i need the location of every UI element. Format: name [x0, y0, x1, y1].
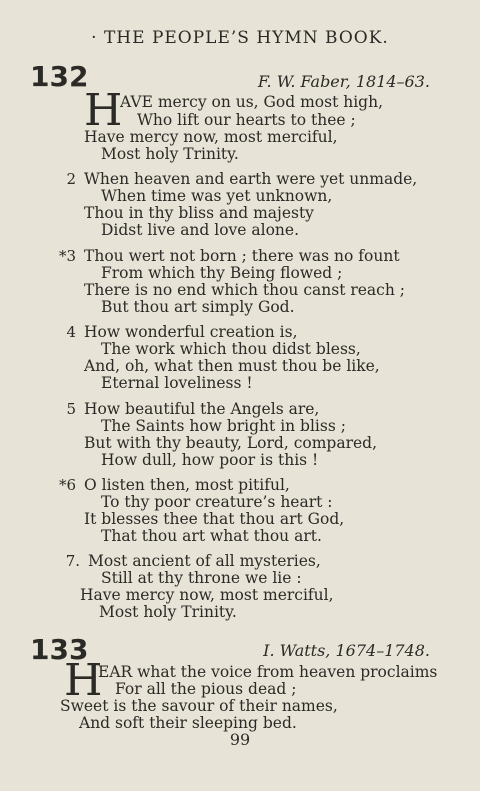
verse-number: 7. [65, 552, 80, 570]
verse-line: The Saints how bright in bliss ; [101, 417, 346, 435]
verse-line: Still at thy throne we lie : [101, 569, 302, 587]
verse-line: There is no end which thou canst reach ; [84, 281, 405, 299]
verse-number: 2 [66, 170, 76, 188]
page-number: 99 [229, 730, 251, 749]
verse-line: Sweet is the savour of their names, [60, 697, 338, 715]
verse-line: That thou art what thou art. [101, 527, 322, 545]
hymn-number: 133 [30, 633, 89, 666]
verse-line: To thy poor creature’s heart : [101, 493, 333, 511]
verse-line: For all the pious dead ; [115, 680, 297, 698]
verse-number: *3 [58, 247, 76, 265]
verse-number: 5 [66, 400, 76, 418]
verse-line: But with thy beauty, Lord, compared, [84, 434, 378, 452]
verse-line: Didst live and love alone. [101, 221, 300, 239]
verse-line: Who lift our hearts to thee ; [137, 111, 356, 129]
verse-line: Most ancient of all mysteries, [88, 552, 321, 570]
hymn-author: F. W. Faber, 1814–63. [257, 72, 430, 91]
verse-number: *6 [58, 476, 76, 494]
hymn-number: 132 [30, 60, 89, 93]
verse-line: How wonderful creation is, [84, 323, 298, 341]
verse-line: AVE mercy on us, God most high, [120, 93, 384, 111]
verse-line: Thou wert not born ; there was no fount [84, 247, 400, 265]
verse-line: Most holy Trinity. [99, 603, 237, 621]
verse-line: Thou in thy bliss and majesty [84, 204, 314, 222]
verse-line: Have mercy now, most merciful, [84, 128, 338, 146]
verse-line: And, oh, what then must thou be like, [84, 357, 380, 375]
verse-line: Have mercy now, most merciful, [80, 586, 334, 604]
verse-line: EAR what the voice from heaven proclaims [98, 663, 438, 681]
verse-line: But thou art simply God. [101, 298, 295, 316]
drop-cap: H [84, 85, 123, 136]
verse-line: It blesses thee that thou art God, [84, 510, 345, 528]
verse-line: From which thy Being flowed ; [101, 264, 343, 282]
verse-line: How beautiful the Angels are, [84, 400, 320, 418]
verse-line: How dull, how poor is this ! [101, 451, 319, 469]
verse-line: When time was yet unknown, [101, 187, 333, 205]
verse-line: When heaven and earth were yet unmade, [84, 170, 418, 188]
verse-line: Most holy Trinity. [101, 145, 239, 163]
verse-line: O listen then, most pitiful, [84, 476, 290, 494]
verse-number: 4 [66, 323, 76, 341]
verse-line: The work which thou didst bless, [101, 340, 361, 358]
hymn-author: I. Watts, 1674–1748. [263, 641, 430, 660]
verse-line: And soft their sleeping bed. [79, 714, 297, 732]
running-head: · THE PEOPLE’S HYMN BOOK. [91, 28, 389, 48]
drop-cap: H [64, 655, 103, 706]
verse-line: Eternal loveliness ! [101, 374, 253, 392]
